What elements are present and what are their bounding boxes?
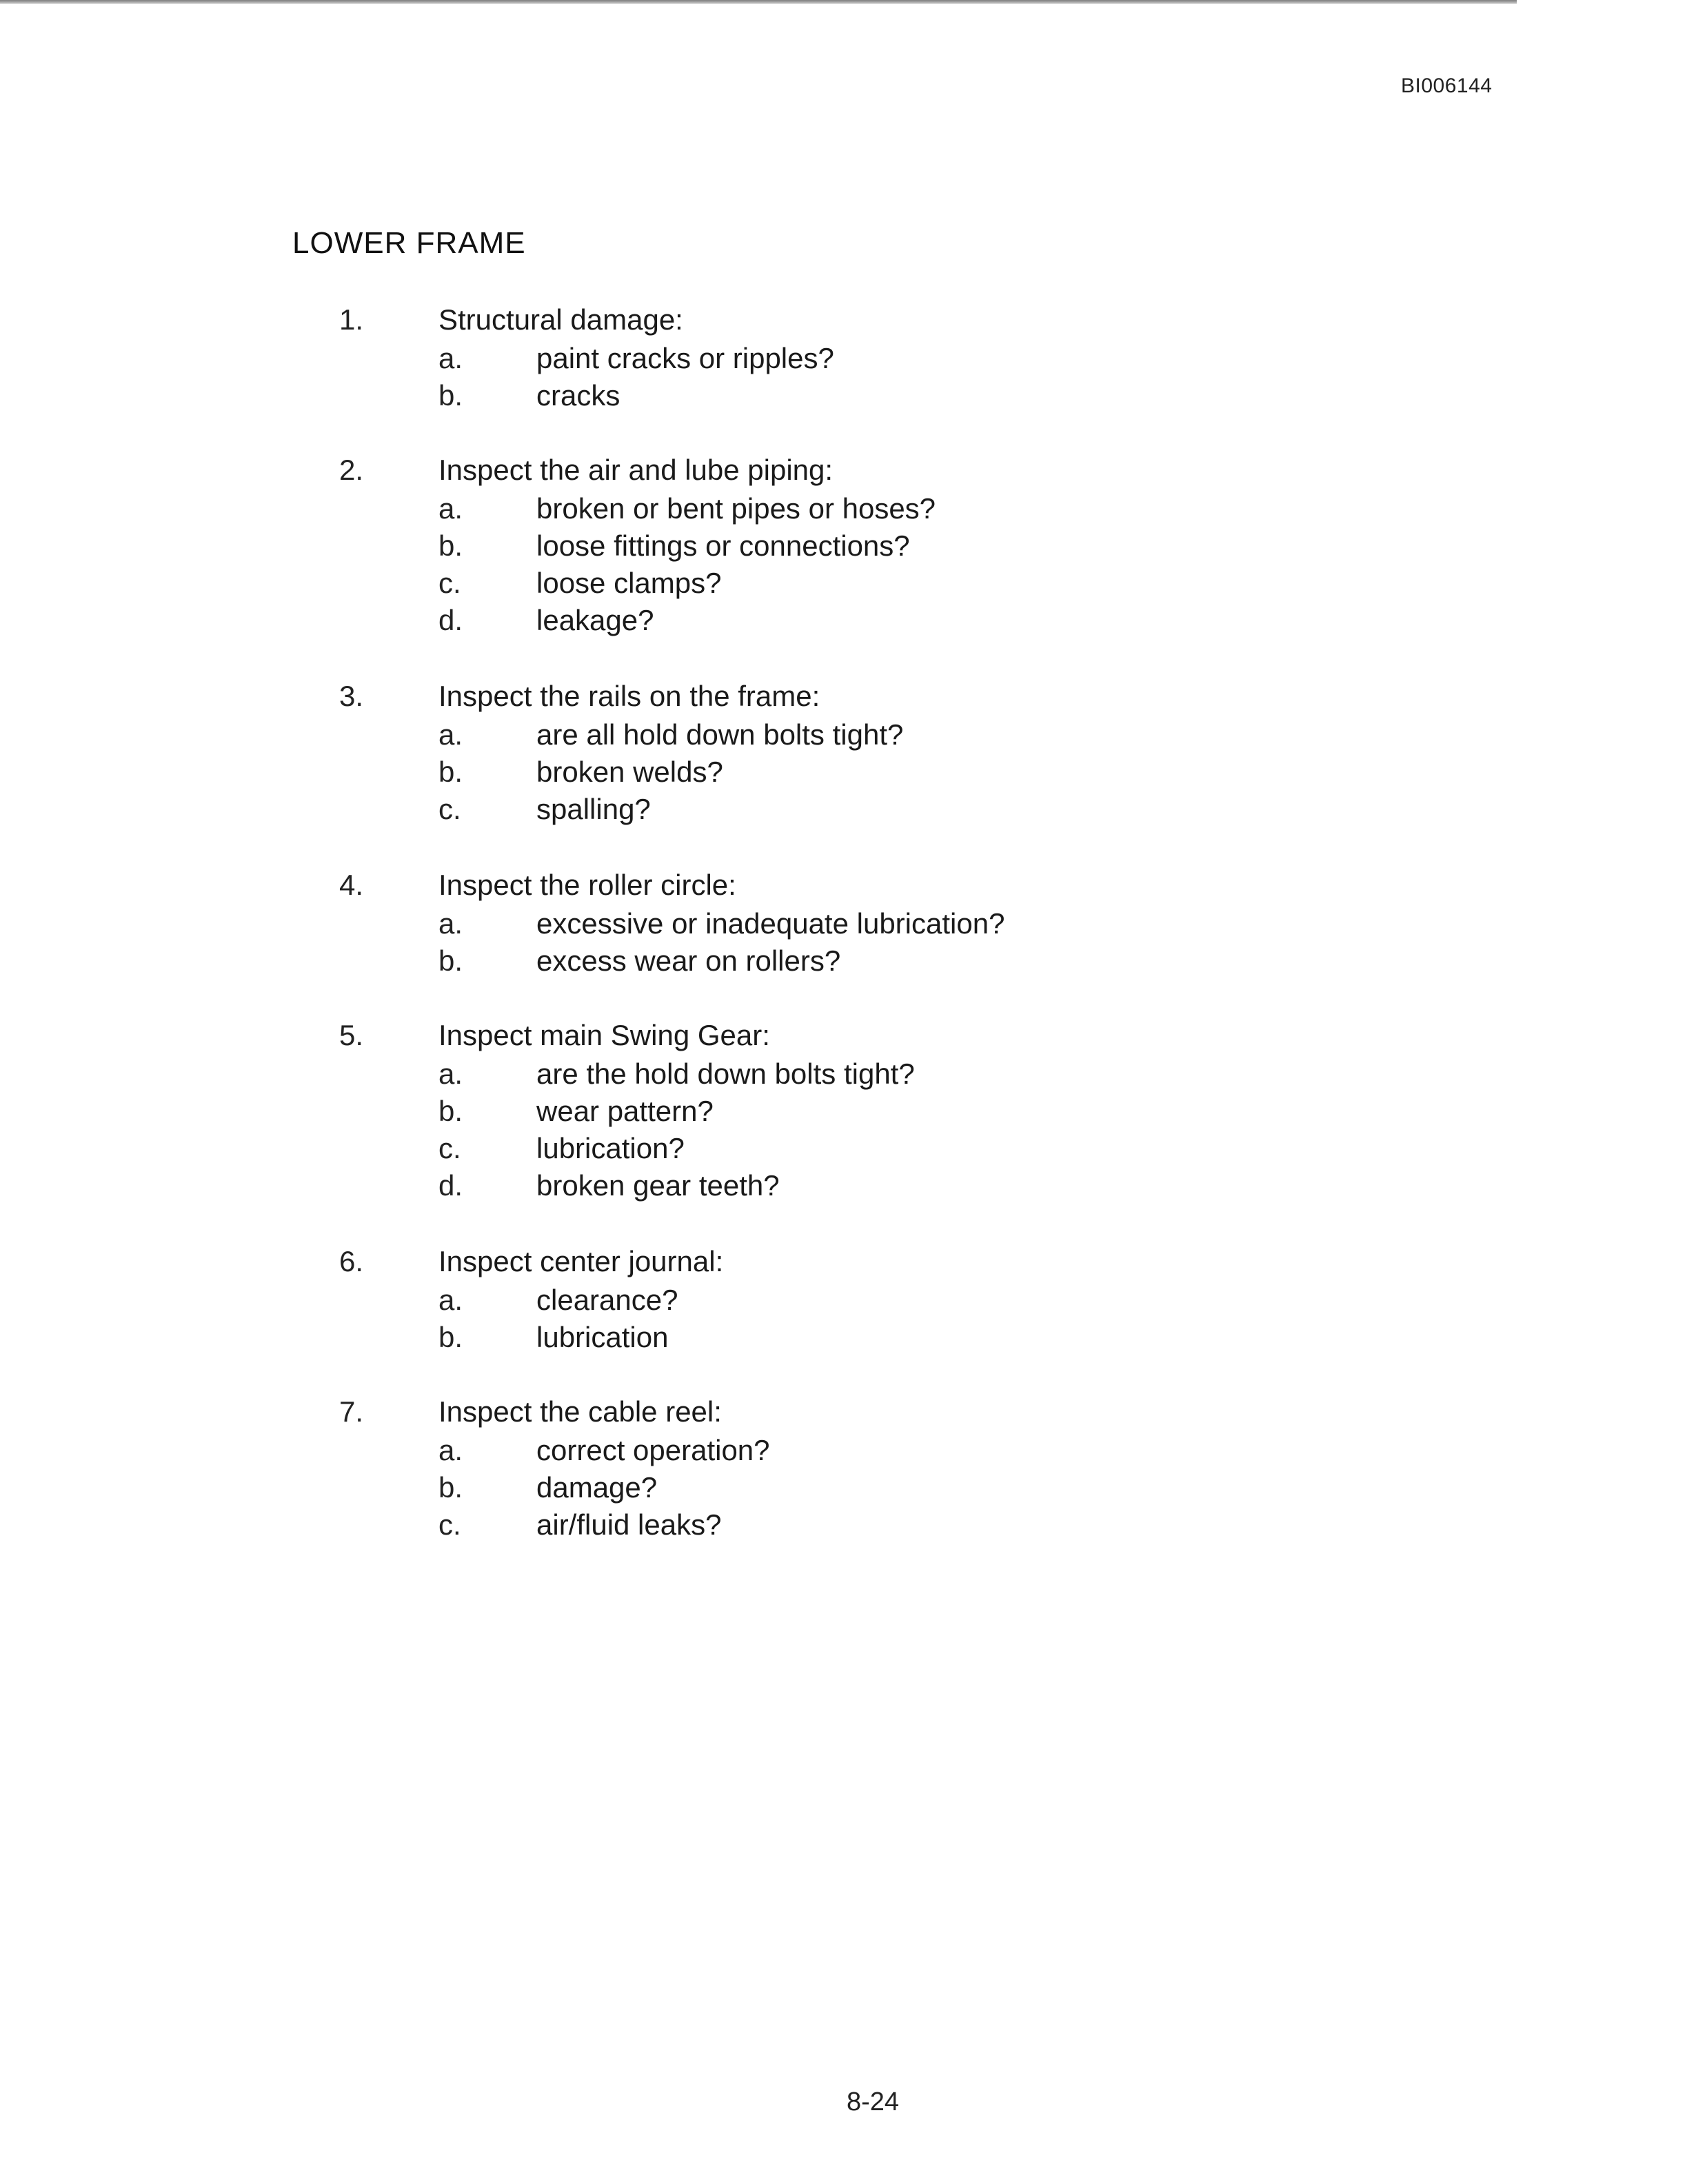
sub-item-letter: b.: [438, 529, 463, 562]
sub-item-letter: c.: [438, 793, 461, 825]
item-text: Inspect the roller circle:: [438, 869, 736, 901]
sub-item: [0, 718, 1696, 756]
sub-item-text: wear pattern?: [536, 1095, 714, 1127]
sub-item-text: leakage?: [536, 604, 654, 636]
sub-item-letter: b.: [438, 1095, 463, 1127]
item-text: Inspect main Swing Gear:: [438, 1019, 770, 1051]
sub-item-text: lubrication?: [536, 1132, 685, 1164]
item-number: 3.: [339, 680, 364, 712]
sub-item-letter: d.: [438, 604, 463, 636]
sub-item: [0, 756, 1696, 793]
sub-item-text: lubrication: [536, 1321, 669, 1353]
sub-item-letter: a.: [438, 1058, 463, 1090]
sub-item-text: damage?: [536, 1471, 658, 1504]
sub-item-text: broken welds?: [536, 756, 723, 788]
sub-item-letter: d.: [438, 1169, 463, 1202]
sub-item-text: loose fittings or connections?: [536, 529, 910, 562]
sub-item-text: loose clamps?: [536, 567, 722, 599]
sub-item-letter: a.: [438, 907, 463, 940]
sub-item-letter: b.: [438, 756, 463, 788]
sub-item-letter: c.: [438, 1132, 461, 1164]
sub-item-text: excess wear on rollers?: [536, 944, 841, 977]
sub-item-text: clearance?: [536, 1284, 678, 1316]
sub-item-text: are all hold down bolts tight?: [536, 718, 904, 751]
sub-item: [0, 1508, 1696, 1546]
page-number: 8-24: [847, 2087, 900, 2116]
sub-item-letter: b.: [438, 1471, 463, 1504]
sub-item: [0, 1169, 1696, 1206]
sub-item: [0, 1471, 1696, 1508]
item-number: 2.: [339, 454, 364, 486]
sub-item: [0, 379, 1696, 416]
sub-item-text: broken or bent pipes or hoses?: [536, 492, 936, 525]
item-text: Inspect the cable reel:: [438, 1395, 722, 1428]
sub-item-text: spalling?: [536, 793, 651, 825]
sub-item: [0, 604, 1696, 641]
item-number: 6.: [339, 1245, 364, 1277]
sub-item-letter: c.: [438, 567, 461, 599]
sub-item: [0, 1058, 1696, 1095]
sub-item-text: are the hold down bolts tight?: [536, 1058, 915, 1090]
sub-item-text: air/fluid leaks?: [536, 1508, 722, 1541]
sub-item-letter: a.: [438, 718, 463, 751]
sub-item-text: paint cracks or ripples?: [536, 342, 834, 374]
item-text: Inspect center journal:: [438, 1245, 724, 1277]
item-number: 4.: [339, 869, 364, 901]
sub-item: [0, 492, 1696, 529]
sub-item: [0, 529, 1696, 567]
sub-item: [0, 944, 1696, 982]
sub-item-letter: b.: [438, 1321, 463, 1353]
sub-item-letter: c.: [438, 1508, 461, 1541]
sub-item-letter: a.: [438, 342, 463, 374]
sub-item: [0, 1132, 1696, 1169]
sub-item: [0, 567, 1696, 604]
item-number: 7.: [339, 1395, 364, 1428]
item-number: 5.: [339, 1019, 364, 1051]
sub-item-text: broken gear teeth?: [536, 1169, 780, 1202]
item-text: Structural damage:: [438, 303, 683, 336]
sub-item: [0, 1321, 1696, 1358]
sub-item: [0, 793, 1696, 830]
sub-item: [0, 907, 1696, 944]
sub-item-text: excessive or inadequate lubrication?: [536, 907, 1005, 940]
sub-item-text: correct operation?: [536, 1434, 770, 1466]
item-text: Inspect the air and lube piping:: [438, 454, 834, 486]
sub-item-letter: b.: [438, 379, 463, 412]
item-number: 1.: [339, 303, 364, 336]
document-id: BI006144: [1401, 74, 1493, 97]
sub-item-letter: a.: [438, 1434, 463, 1466]
sub-item: [0, 1434, 1696, 1471]
sub-item-letter: b.: [438, 944, 463, 977]
sub-item-letter: a.: [438, 492, 463, 525]
item-text: Inspect the rails on the frame:: [438, 680, 820, 712]
sub-item: [0, 342, 1696, 379]
sub-item-letter: a.: [438, 1284, 463, 1316]
sub-item: [0, 1095, 1696, 1132]
sub-item: [0, 1284, 1696, 1321]
section-title: LOWER FRAME: [292, 226, 526, 260]
sub-item-text: cracks: [536, 379, 620, 412]
